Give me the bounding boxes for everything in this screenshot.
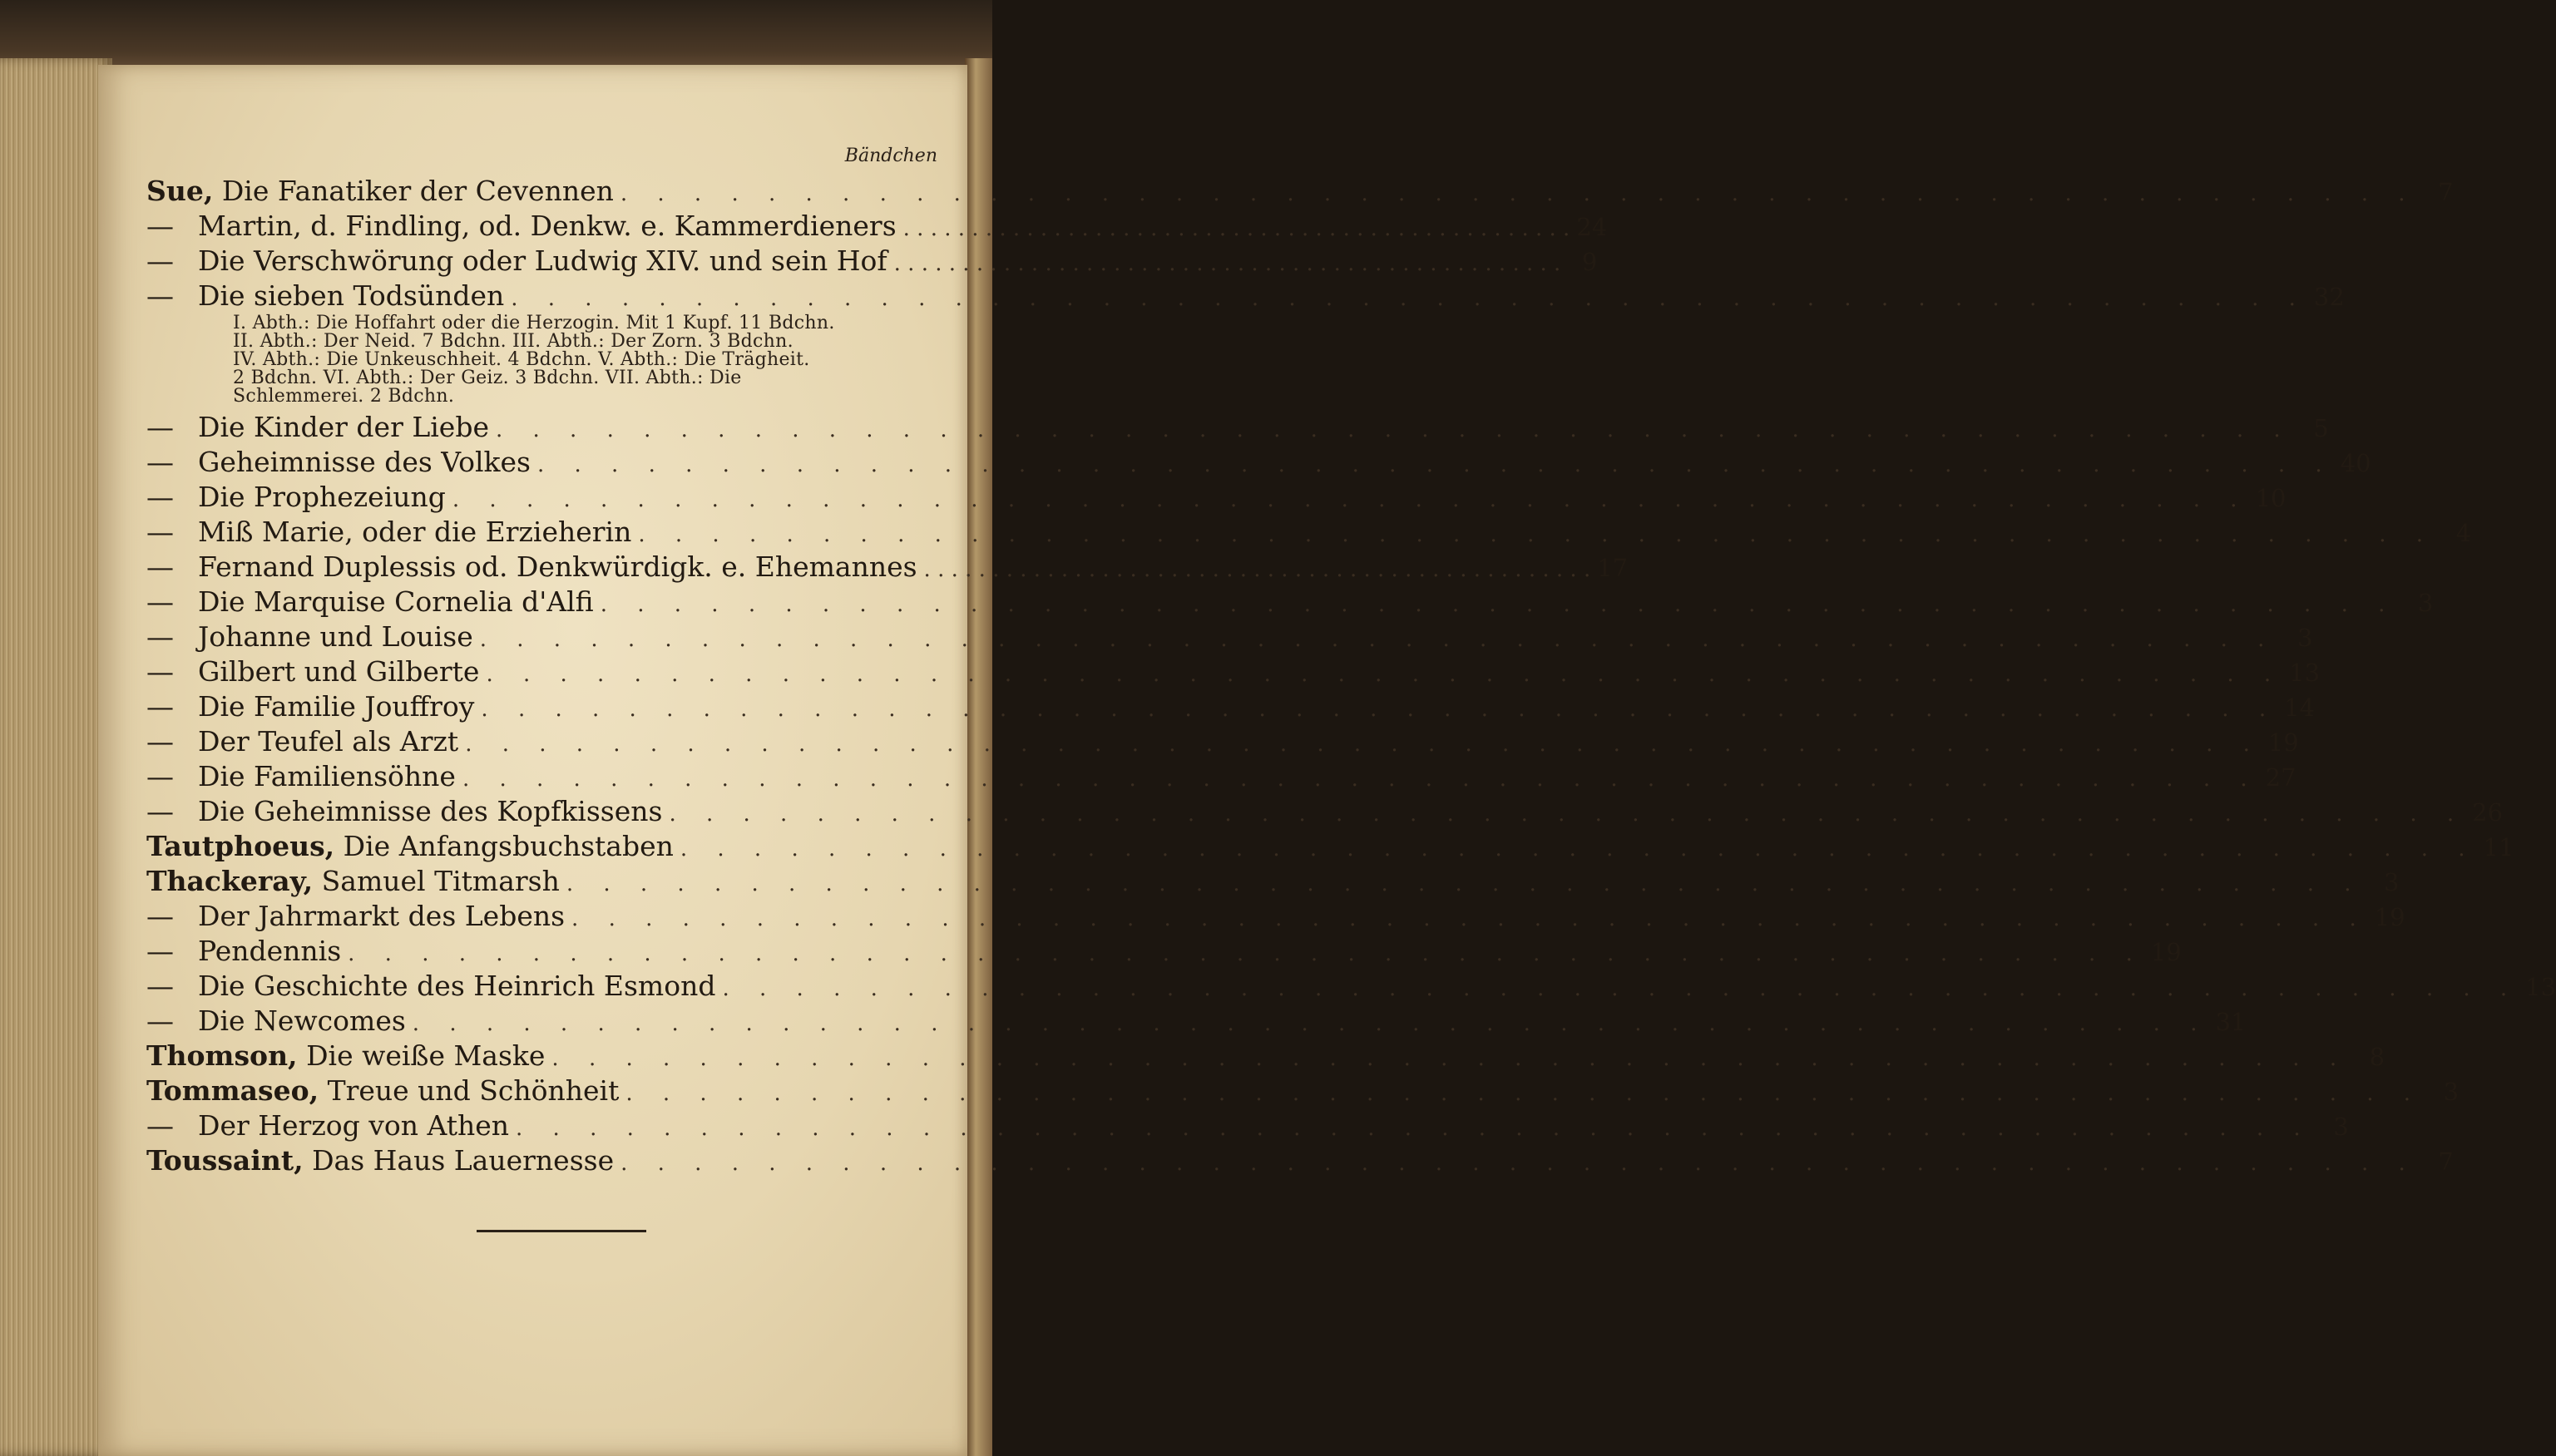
- entry-volumes: 19: [2374, 903, 2405, 931]
- entry-volumes: 31: [2215, 1008, 2247, 1036]
- entry-title: Martin, d. Findling, od. Denkw. e. Kammerdieners: [198, 210, 897, 242]
- catalog-entry: [146, 516, 2472, 550]
- entry-author: Toussaint,: [146, 1144, 304, 1177]
- ditto-dash: —: [146, 210, 174, 242]
- entry-volumes: 24: [1576, 213, 1608, 241]
- entry-title: Das Haus Lauernesse: [312, 1144, 615, 1177]
- entry-title: Die Fanatiker der Cevennen: [221, 175, 614, 207]
- catalog-entry: [146, 210, 1608, 244]
- entry-title: Gilbert und Gilberte: [198, 655, 480, 688]
- entry-title: Pendennis: [198, 935, 342, 967]
- entry-volumes: 40: [2340, 449, 2371, 477]
- ditto-dash: —: [146, 620, 174, 653]
- entry-title: Die Marquise Cornelia d'Alfi: [198, 585, 594, 618]
- entry-title: Die Verschwörung oder Ludwig XIV. und sein Hof: [198, 244, 887, 277]
- entry-title: Die Familie Jouffroy: [198, 690, 475, 723]
- entry-volumes: 5: [2313, 414, 2329, 442]
- entry-volumes: 3: [2443, 1078, 2460, 1106]
- ditto-dash: —: [146, 725, 174, 758]
- entry-title: Miß Marie, oder die Erzieherin: [198, 516, 632, 548]
- entry-author: Thomson,: [146, 1039, 298, 1072]
- entry-title: Die Kinder der Liebe: [198, 411, 489, 443]
- dot-leader: [620, 1151, 2417, 1176]
- dot-leader: [625, 1081, 2422, 1106]
- entry-volumes: 3: [2333, 1113, 2349, 1141]
- dot-leader: [481, 697, 2277, 722]
- catalog-entry: [146, 655, 2321, 690]
- ditto-dash: —: [146, 795, 174, 827]
- entry-title: Fernand Duplessis od. Denkwürdigk. e. Ehemannes: [198, 550, 917, 583]
- entry-volumes: 19: [2267, 728, 2299, 757]
- entry-title: Johanne und Louise: [198, 620, 473, 653]
- catalog-entry: [146, 725, 2299, 760]
- entry-title: Die Anfangsbuchstaben: [343, 830, 674, 862]
- catalog-entry: [146, 1074, 2460, 1109]
- dot-leader: [480, 627, 2277, 652]
- entry-volumes: 14: [2284, 693, 2315, 722]
- ditto-dash: —: [146, 585, 174, 618]
- catalog-entry: [146, 411, 2329, 446]
- catalog-entry: [146, 1109, 2349, 1144]
- ditto-dash: —: [146, 655, 174, 688]
- entry-volumes: 17: [1597, 554, 1629, 582]
- catalog-entry: [146, 830, 2514, 865]
- entry-volumes: 13: [2525, 973, 2556, 1001]
- entry-title: Der Jahrmarkt des Lebens: [198, 900, 566, 932]
- catalog-entry: [146, 175, 2454, 210]
- dot-leader: [638, 522, 2435, 547]
- entry-title: Geheimnisse des Volkes: [198, 446, 531, 478]
- ditto-dash: —: [146, 760, 174, 792]
- catalog-list: [146, 175, 2556, 1179]
- dot-leader: [620, 181, 2417, 206]
- entry-volumes: 26: [2472, 798, 2504, 827]
- entry-title: Die Geschichte des Heinrich Esmond: [198, 970, 716, 1002]
- catalog-entry: [146, 900, 2405, 935]
- subpart-line: I. Abth.: Die Hoffahrt oder die Herzogin. Mit 1 Kupf. 11 Bdchn.: [233, 313, 835, 333]
- dot-leader: [903, 216, 1570, 241]
- entry-volumes: 19: [2150, 938, 2182, 966]
- dot-leader: [680, 837, 2477, 861]
- catalog-entry: [146, 620, 2313, 655]
- ditto-dash: —: [146, 1109, 174, 1142]
- entry-volumes: 32: [2313, 283, 2345, 311]
- entry-author: Sue,: [146, 175, 214, 207]
- entry-volumes: 13: [2289, 659, 2321, 687]
- entry-title: Die Familiensöhne: [198, 760, 456, 792]
- entry-volumes: 3: [2384, 868, 2400, 896]
- entry-subparts: [233, 314, 923, 406]
- entry-author: Tautphoeus,: [146, 830, 335, 862]
- entry-title: Die sieben Todsünden: [198, 279, 505, 312]
- dot-leader: [348, 941, 2144, 966]
- ditto-dash: —: [146, 411, 174, 443]
- end-rule-divider: [477, 1230, 646, 1232]
- entry-volumes: 3: [2296, 624, 2313, 652]
- dot-leader: [516, 1116, 2312, 1141]
- entry-title: Treue und Schönheit: [327, 1074, 620, 1107]
- catalog-entry: [146, 970, 2556, 1004]
- entry-volumes: 10: [2255, 484, 2287, 512]
- background-top: [0, 0, 992, 75]
- ditto-dash: —: [146, 279, 174, 312]
- catalog-entry: [146, 865, 2400, 900]
- dot-leader: [496, 417, 2292, 442]
- entry-title: Die Prophezeiung: [198, 481, 446, 513]
- catalog-entry: [146, 585, 2434, 620]
- catalog-entry: [146, 481, 2287, 516]
- subpart-line: Schlemmerei. 2 Bdchn.: [233, 386, 455, 407]
- entry-volumes: 8: [2369, 1043, 2385, 1071]
- ditto-dash: —: [146, 970, 174, 1002]
- ditto-dash: —: [146, 550, 174, 583]
- ditto-dash: —: [146, 1004, 174, 1037]
- entry-volumes: 27: [2265, 763, 2296, 792]
- catalog-entry: [146, 244, 1598, 279]
- dot-leader: [486, 662, 2282, 687]
- subpart-line: IV. Abth.: Die Unkeuschheit. 4 Bdchn. V. Abth.: Die Trägheit.: [233, 349, 810, 370]
- ditto-dash: —: [146, 935, 174, 967]
- book-page-edges: [0, 58, 112, 1456]
- catalog-entry: [146, 1004, 2247, 1039]
- entry-title: Die Newcomes: [198, 1004, 406, 1037]
- entry-author: Thackeray,: [146, 865, 314, 897]
- dot-leader: [924, 557, 1591, 582]
- ditto-dash: —: [146, 481, 174, 513]
- dot-leader: [722, 976, 2519, 1001]
- ditto-dash: —: [146, 690, 174, 723]
- entry-title: Die Geheimnisse des Kopfkissens: [198, 795, 663, 827]
- entry-volumes: 11: [2483, 833, 2514, 861]
- entry-author: Tommaseo,: [146, 1074, 319, 1107]
- ditto-dash: —: [146, 244, 174, 277]
- entry-volumes: 3: [2417, 589, 2434, 617]
- dot-leader: [551, 1046, 2348, 1071]
- dot-leader: [571, 906, 2368, 931]
- dot-leader: [413, 1011, 2209, 1036]
- subpart-line: II. Abth.: Der Neid. 7 Bdchn. III. Abth.: Der Zorn. 3 Bdchn.: [233, 331, 793, 352]
- entry-title: Der Teufel als Arzt: [198, 725, 459, 758]
- entry-volumes: 7: [2438, 1148, 2454, 1176]
- dot-leader: [537, 452, 2334, 477]
- ditto-dash: —: [146, 900, 174, 932]
- dot-leader: [465, 732, 2262, 757]
- entry-volumes: 4: [2455, 519, 2472, 547]
- entry-title: Der Herzog von Athen: [198, 1109, 510, 1142]
- ditto-dash: —: [146, 446, 174, 478]
- catalog-entry: [146, 1039, 2385, 1074]
- catalog-entry: [146, 446, 2371, 481]
- catalog-entry: [146, 935, 2182, 970]
- catalog-entry: [146, 1144, 2454, 1179]
- catalog-entry: [146, 760, 2296, 795]
- entry-volumes: 7: [2438, 178, 2454, 206]
- dot-leader: [669, 802, 2465, 827]
- catalog-entry: [146, 550, 1629, 585]
- entry-title: Die weiße Maske: [306, 1039, 546, 1072]
- dot-leader: [511, 286, 2307, 311]
- dot-leader: [452, 487, 2249, 512]
- dot-leader: [462, 767, 2259, 792]
- subpart-line: 2 Bdchn. VI. Abth.: Der Geiz. 3 Bdchn. VII. Abth.: Die: [233, 368, 742, 388]
- catalog-entry: [146, 279, 2345, 314]
- entry-title: Samuel Titmarsh: [321, 865, 560, 897]
- dot-leader: [894, 251, 1561, 276]
- catalog-entry: [146, 690, 2315, 725]
- dot-leader: [601, 592, 2397, 617]
- dot-leader: [566, 871, 2363, 896]
- ditto-dash: —: [146, 516, 174, 548]
- column-header-volumes: Bändchen: [844, 146, 937, 166]
- entry-volumes: 9: [1581, 248, 1598, 276]
- catalog-entry: [146, 795, 2504, 830]
